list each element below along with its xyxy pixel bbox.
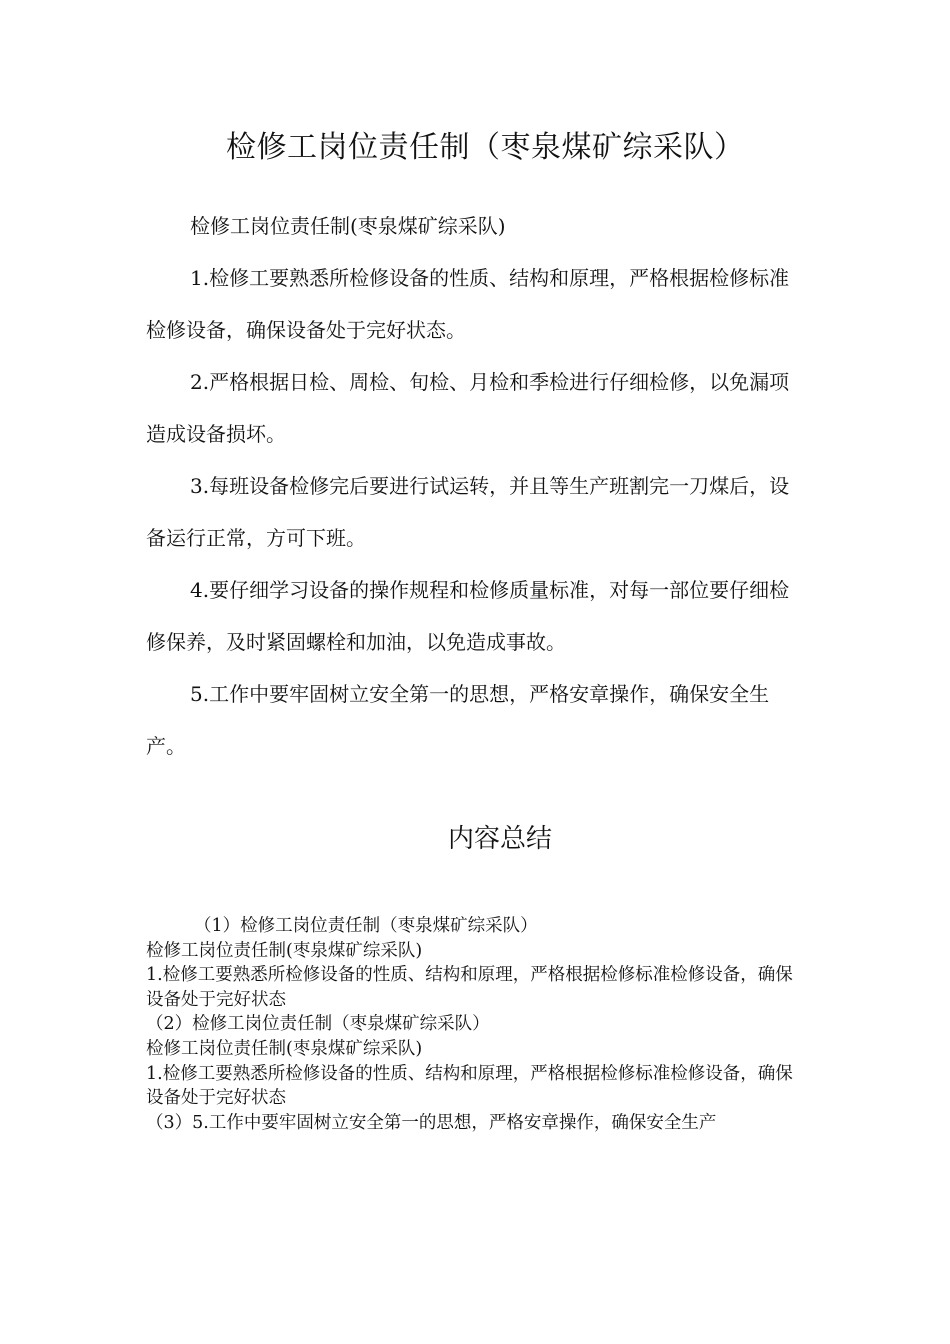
summary-line: （3）5.工作中要牢固树立安全第一的思想，严格安章操作，确保安全生产 xyxy=(146,1112,717,1133)
summary-title: 内容总结 xyxy=(448,824,553,854)
summary-line: （2）检修工岗位责任制（枣泉煤矿综采队） xyxy=(146,1014,490,1035)
document-title: 检修工岗位责任制（枣泉煤矿综采队） xyxy=(226,130,745,165)
summary-line: （1）检修工岗位责任制（枣泉煤矿综采队） xyxy=(194,916,538,936)
body-paragraph: 5.工作中要牢固树立安全第一的思想，严格安章操作，确保安全生产。 xyxy=(146,682,770,758)
body-paragraph: 2.严格根据日检、周检、旬检、月检和季检进行仔细检修，以免漏项造成设备损坏。 xyxy=(146,370,790,446)
document-body xyxy=(146,200,802,772)
body-paragraph: 4.要仔细学习设备的操作规程和检修质量标准，对每一部位要仔细检修保养，及时紧固螺栓和加油，以免造成事故。 xyxy=(146,578,790,654)
body-paragraph: 检修工岗位责任制(枣泉煤矿综采队) xyxy=(190,214,506,238)
body-paragraph: 1.检修工要熟悉所检修设备的性质、结构和原理，严格根据检修标准检修设备，确保设备处于完好状态。 xyxy=(146,266,790,342)
summary-section xyxy=(146,914,808,1135)
summary-line: 1.检修工要熟悉所检修设备的性质、结构和原理，严格根据检修标准检修设备，确保设备处于完好状态 xyxy=(146,965,793,1010)
summary-line: 1.检修工要熟悉所检修设备的性质、结构和原理，严格根据检修标准检修设备，确保设备处于完好状态 xyxy=(146,1063,793,1109)
summary-line: 检修工岗位责任制(枣泉煤矿综采队) xyxy=(146,1038,423,1059)
summary-line: 检修工岗位责任制(枣泉煤矿综采队) xyxy=(146,940,423,961)
body-paragraph: 3.每班设备检修完后要进行试运转，并且等生产班割完一刀煤后，设备运行正常，方可下班。 xyxy=(146,474,790,550)
